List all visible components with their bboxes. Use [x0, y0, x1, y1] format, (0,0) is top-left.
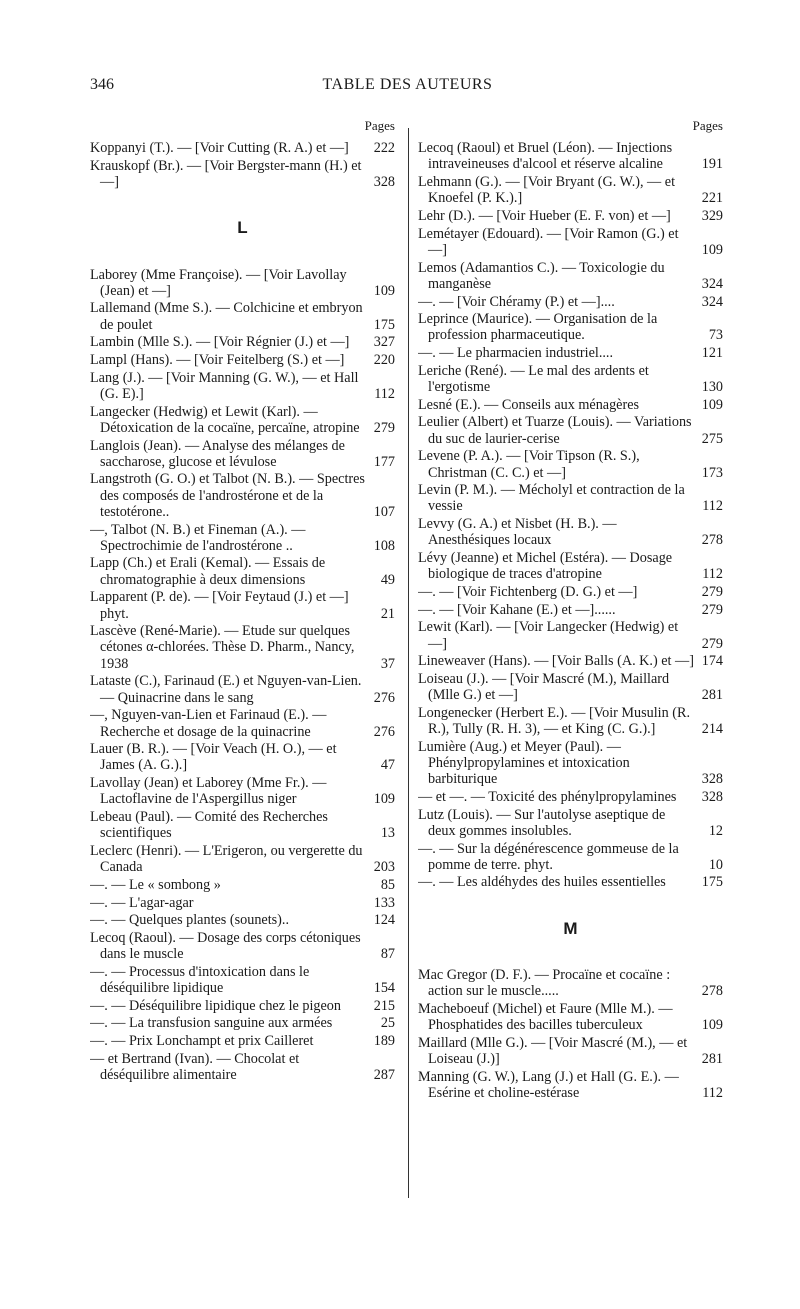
entry-page-number: 124 [373, 912, 395, 929]
entry-text: —. — [Voir Kahane (E.) et —]...... [418, 601, 616, 618]
index-entry [90, 158, 395, 190]
index-entry [90, 404, 395, 436]
index-entry [90, 589, 395, 621]
entry-text: Langlois (Jean). — Analyse des mélanges de saccharose, glucose et lévulose [90, 437, 345, 470]
entry-text: Leulier (Albert) et Tuarze (Louis). — Variations du suc de laurier-cerise [418, 414, 692, 447]
page-header [90, 76, 725, 100]
entry-page-number: 133 [373, 894, 395, 911]
entry-page-number: 175 [701, 874, 723, 891]
index-entry [418, 789, 723, 805]
entry-text: Leprince (Maurice). — Organisation de la profession pharmaceutique. [418, 311, 658, 344]
index-entry [418, 705, 723, 737]
entry-text: —. — La transfusion sanguine aux armées [90, 1015, 333, 1032]
entry-page-number: 177 [373, 453, 395, 470]
entry-page-number: 281 [701, 1050, 723, 1067]
index-entry [418, 448, 723, 480]
entry-text: —. — Prix Lonchampt et prix Cailleret [90, 1033, 314, 1050]
index-entry [418, 550, 723, 582]
left-column [90, 118, 395, 1085]
entry-page-number: 175 [373, 316, 395, 333]
index-entry [418, 807, 723, 839]
index-entry [90, 775, 395, 807]
entry-page-number: 275 [701, 430, 723, 447]
entry-page-number: 278 [701, 532, 723, 549]
entry-text: Langstroth (G. O.) et Talbot (N. B.). — Spectres des composés de l'androstérone et de la testotérone.. [90, 471, 365, 520]
index-entry [418, 1069, 723, 1101]
entry-text: —, Nguyen-van-Lien et Farinaud (E.). — Recherche et dosage de la quinacrine [90, 707, 327, 740]
entry-text: Lebeau (Paul). — Comité des Recherches scientifiques [90, 809, 328, 842]
entry-page-number: 130 [701, 379, 723, 396]
entry-text: —. — Le pharmacien industriel.... [418, 345, 614, 362]
entry-page-number: 109 [701, 396, 723, 413]
index-entry [418, 260, 723, 292]
page-number: 346 [90, 76, 114, 93]
entry-page-number: 329 [701, 208, 723, 225]
entry-page-number: 327 [373, 334, 395, 351]
entry-text: Levin (P. M.). — Mécholyl et contraction de la vessie [418, 482, 685, 515]
entry-text: —. — [Voir Chéramy (P.) et —].... [418, 293, 615, 310]
index-entry [418, 1035, 723, 1067]
entry-text: Loiseau (J.). — [Voir Mascré (M.), Maillard (Mlle G.) et —] [418, 671, 670, 704]
entry-text: Lemos (Adamantios C.). — Toxicologie du manganèse [418, 259, 665, 292]
index-entry [418, 653, 723, 669]
entry-page-number: 279 [701, 635, 723, 652]
entry-text: Lambin (Mlle S.). — [Voir Régnier (J.) et —] [90, 334, 350, 351]
index-entry [418, 363, 723, 395]
entry-page-number: 287 [373, 1067, 395, 1084]
index-entry [90, 895, 395, 911]
entry-text: Lauer (B. R.). — [Voir Veach (H. O.), — et James (A. G.).] [90, 741, 337, 774]
entry-text: Lapp (Ch.) et Erali (Kemal). — Essais de chromatographie à deux dimensions [90, 555, 326, 588]
index-entry [418, 841, 723, 873]
entry-text: Lecoq (Raoul). — Dosage des corps cétoniques dans le muscle [90, 929, 361, 963]
entry-text: Lehr (D.). — [Voir Hueber (E. F. von) et —] [418, 208, 671, 225]
entry-text: Lavollay (Jean) et Laborey (Mme Fr.). —Lactoflavine de l'Aspergillus niger [90, 775, 327, 808]
entry-text: Levvy (G. A.) et Nisbet (H. B.). — Anesthésiques locaux [418, 516, 617, 549]
entry-text: —. — Le « sombong » [90, 876, 221, 893]
index-entry [418, 345, 723, 361]
entry-text: Lallemand (Mme S.). — Colchicine et embryon de poulet [90, 300, 363, 333]
entry-text: — et —. — Toxicité des phénylpropylamines [418, 788, 677, 805]
index-entry [90, 998, 395, 1014]
index-entry [90, 300, 395, 332]
index-entry [90, 964, 395, 996]
index-entry [418, 174, 723, 206]
entry-text: Leclerc (Henri). — L'Erigeron, ou vergerette du Canada [90, 842, 363, 876]
entry-text: Langecker (Hedwig) et Lewit (Karl). — Détoxication de la cocaïne, percaïne, atropine [90, 403, 360, 436]
index-entry [90, 140, 395, 156]
index-entry [90, 930, 395, 962]
section-letter: L [237, 218, 248, 238]
index-entry [90, 1051, 395, 1083]
entry-text: Laborey (Mme Françoise). — [Voir Lavollay (Jean) et —] [90, 266, 347, 299]
entry-text: Lapparent (P. de). — [Voir Feytaud (J.) et —] phyt. [90, 589, 349, 622]
entry-page-number: 112 [374, 385, 395, 402]
entry-page-number: 112 [702, 498, 723, 515]
entry-text: Krauskopf (Br.). — [Voir Bergster-mann (H.) et —] [90, 157, 362, 191]
entry-page-number: 109 [701, 241, 723, 258]
entry-page-number: 278 [701, 983, 723, 1000]
entry-page-number: 328 [701, 788, 723, 805]
entry-page-number: 107 [373, 503, 395, 520]
entry-text: Lehmann (G.). — [Voir Bryant (G. W.), — et Knoefel (P. K.).] [418, 174, 676, 207]
index-entry [90, 370, 395, 402]
entry-text: —. — Processus d'intoxication dans le déséquilibre lipidique [90, 963, 310, 997]
index-entry [90, 1033, 395, 1049]
entry-page-number: 215 [373, 997, 395, 1014]
entry-text: Lampl (Hans). — [Voir Feitelberg (S.) et —] [90, 352, 345, 369]
entry-page-number: 112 [702, 1084, 723, 1101]
running-title: TABLE DES AUTEURS [322, 76, 493, 93]
index-entry [90, 471, 395, 520]
entry-page-number: 108 [373, 537, 395, 554]
entry-page-number: 121 [701, 345, 723, 362]
entry-page-number: 203 [373, 859, 395, 876]
entry-text: Lesné (E.). — Conseils aux ménagères [418, 396, 640, 413]
entry-page-number: 328 [701, 771, 723, 788]
entry-page-number: 109 [373, 791, 395, 808]
entry-text: Lang (J.). — [Voir Manning (G. W.), — et Hall (G. E).] [90, 369, 359, 402]
entry-page-number: 49 [380, 571, 395, 588]
index-entry [90, 1015, 395, 1031]
entry-page-number: 324 [701, 293, 723, 310]
entry-page-number: 279 [701, 601, 723, 618]
entry-text: —. — [Voir Fichtenberg (D. G.) et —] [418, 583, 638, 600]
index-entry [90, 334, 395, 350]
entry-text: —. — Les aldéhydes des huiles essentielles [418, 874, 666, 891]
entry-page-number: 173 [701, 464, 723, 481]
entry-page-number: 109 [373, 282, 395, 299]
index-entry [90, 741, 395, 773]
entry-text: Longenecker (Herbert E.). — [Voir Musulin (R. R.), Tully (R. H. 3), — et King (C. G.).] [418, 704, 690, 738]
entry-text: Lineweaver (Hans). — [Voir Balls (A. K.) et —] [418, 653, 694, 670]
entry-text: Lataste (C.), Farinaud (E.) et Nguyen-van-Lien. — Quinacrine dans le sang [90, 673, 362, 706]
index-entry [418, 671, 723, 703]
section-letter: M [563, 918, 578, 938]
index-entry [418, 397, 723, 413]
entry-page-number: 221 [701, 190, 723, 207]
entry-page-number: 328 [373, 174, 395, 191]
entry-page-number: 12 [708, 822, 723, 839]
entry-page-number: 276 [373, 723, 395, 740]
index-entry [90, 438, 395, 470]
index-entry [418, 739, 723, 788]
index-entry [90, 623, 395, 672]
index-entry [90, 809, 395, 841]
index-entry [418, 226, 723, 258]
index-entry [90, 877, 395, 893]
pages-label: Pages [364, 118, 395, 133]
entry-text: Lumière (Aug.) et Meyer (Paul). — Phénylpropylamines et intoxication barbiturique [418, 738, 630, 788]
index-entry [418, 294, 723, 310]
index-entry [90, 843, 395, 875]
index-entry [418, 619, 723, 651]
entry-text: Lévy (Jeanne) et Michel (Estéra). — Dosage biologique de traces d'atropine [418, 550, 673, 583]
entry-text: —. — L'agar-agar [90, 894, 194, 911]
entry-text: —. — Déséquilibre lipidique chez le pigeon [90, 997, 341, 1014]
index-entry [418, 482, 723, 514]
index-entry [418, 584, 723, 600]
entry-text: Lascève (René-Marie). — Etude sur quelques cétones α-chlorées. Thèse D. Pharm., Nancy, 1938 [90, 623, 355, 672]
entry-page-number: 13 [380, 825, 395, 842]
entry-text: Maillard (Mlle G.). — [Voir Mascré (M.), — et Loiseau (J.)] [418, 1034, 688, 1067]
entry-page-number: 21 [380, 605, 395, 622]
entry-text: Mac Gregor (D. F.). — Procaïne et cocaïne : action sur le muscle..... [418, 966, 671, 1000]
entry-text: Leriche (René). — Le mal des ardents et l'ergotisme [418, 362, 649, 396]
entry-page-number: 154 [373, 980, 395, 997]
entry-text: —. — Sur la dégénérescence gommeuse de la pomme de terre. phyt. [418, 840, 679, 873]
entry-page-number: 189 [373, 1033, 395, 1050]
right-column [418, 118, 723, 1102]
column-divider [408, 128, 409, 1198]
entry-text: Lutz (Louis). — Sur l'autolyse aseptique de deux gommes insolubles. [418, 806, 666, 839]
entry-page-number: 324 [701, 275, 723, 292]
entry-text: Koppanyi (T.). — [Voir Cutting (R. A.) et —] [90, 140, 349, 157]
index-entry [90, 267, 395, 299]
entry-page-number: 10 [708, 856, 723, 873]
entry-page-number: 112 [702, 566, 723, 583]
entry-page-number: 37 [380, 655, 395, 672]
entry-page-number: 279 [373, 419, 395, 436]
entry-text: —. — Quelques plantes (sounets).. [90, 912, 289, 929]
entry-text: Macheboeuf (Michel) et Faure (Mlle M.). — Phosphatides des bacilles tuberculeux [418, 1000, 673, 1033]
index-entry [418, 208, 723, 224]
entry-text: — et Bertrand (Ivan). — Chocolat et déséquilibre alimentaire [90, 1050, 300, 1084]
index-entry [418, 140, 723, 172]
entry-page-number: 25 [380, 1015, 395, 1032]
index-entry [90, 707, 395, 739]
entry-page-number: 109 [701, 1016, 723, 1033]
entry-page-number: 214 [701, 721, 723, 738]
entry-page-number: 87 [380, 946, 395, 963]
index-entry [418, 967, 723, 999]
entry-text: Manning (G. W.), Lang (J.) et Hall (G. E.). — Esérine et choline-estérase [418, 1068, 679, 1101]
index-entry [90, 522, 395, 554]
entry-page-number: 85 [380, 876, 395, 893]
index-entry [90, 673, 395, 705]
entry-page-number: 276 [373, 689, 395, 706]
entry-text: Lecoq (Raoul) et Bruel (Léon). — Injections intraveineuses d'alcool et réserve alcaline [418, 140, 673, 173]
index-entry [418, 414, 723, 446]
index-entry [90, 555, 395, 587]
entry-page-number: 222 [373, 140, 395, 157]
index-entry [90, 352, 395, 368]
index-entry [418, 311, 723, 343]
entry-page-number: 191 [701, 156, 723, 173]
index-entry [418, 602, 723, 618]
index-entry [90, 912, 395, 928]
entry-page-number: 73 [708, 327, 723, 344]
entry-page-number: 281 [701, 687, 723, 704]
entry-text: —, Talbot (N. B.) et Fineman (A.). — Spectrochimie de l'androstérone .. [90, 521, 306, 554]
pages-label: Pages [692, 118, 723, 133]
entry-page-number: 47 [380, 757, 395, 774]
index-entry [418, 874, 723, 890]
entry-text: Lewit (Karl). — [Voir Langecker (Hedwig) et —] [418, 619, 679, 652]
entry-text: Lemétayer (Edouard). — [Voir Ramon (G.) et —] [418, 225, 679, 258]
index-entry [418, 516, 723, 548]
entry-page-number: 174 [701, 653, 723, 670]
entry-page-number: 279 [701, 583, 723, 600]
entry-page-number: 220 [373, 352, 395, 369]
entry-text: Levene (P. A.). — [Voir Tipson (R. S.), Christman (C. C.) et —] [418, 448, 640, 481]
index-entry [418, 1001, 723, 1033]
